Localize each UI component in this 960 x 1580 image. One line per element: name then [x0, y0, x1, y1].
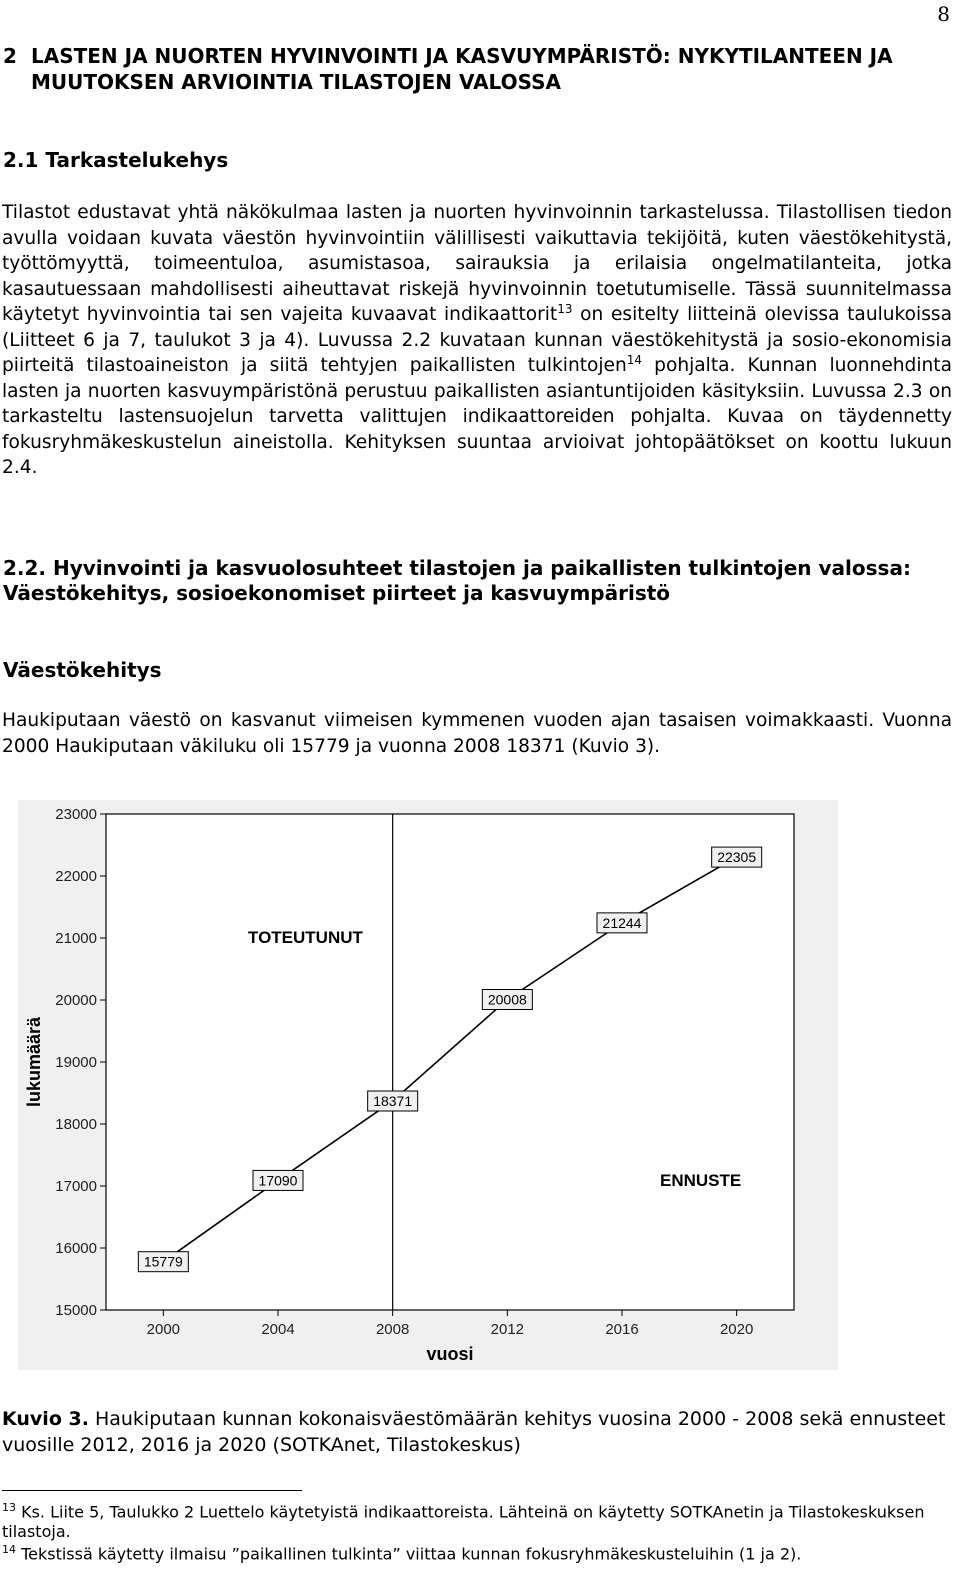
- population-chart-svg: [18, 800, 838, 1370]
- footnote-13: [2, 1498, 952, 1542]
- footnote-ref-13[interactable]: 13: [557, 301, 573, 316]
- data-label: 22305: [717, 849, 757, 866]
- footnote-text-13: Ks. Liite 5, Taulukko 2 Luettelo käytetyistä indikaattoreista. Lähteinä on käytetty SOTKAnetin ja Tilastokeskuksen tilastoja.: [2, 1502, 925, 1542]
- chapter-number: 2: [3, 44, 17, 68]
- population-chart: [18, 800, 838, 1374]
- y-axis-label: lukumäärä: [24, 1016, 44, 1108]
- x-axis-label: vuosi: [426, 1344, 474, 1364]
- x-tick-label: 2008: [375, 1321, 410, 1338]
- data-label: 18371: [373, 1092, 413, 1109]
- caption-text: Haukiputaan kunnan kokonaisväestömäärän kehitys vuosina 2000 - 2008 sekä ennusteet vuosille 2012, 2016 ja 2020 (SOTKAnet, Tilastokeskus): [2, 1408, 946, 1456]
- data-label: 20008: [487, 991, 527, 1008]
- y-tick-label: 19000: [55, 1054, 97, 1071]
- intro-text-1: Tilastot edustavat yhtä näkökulmaa lasten ja nuorten hyvinvoinnin tarkastelussa. Tilastollisen tiedon avulla voidaan kuvata väestön hyvinvointiin välillisesti vaikuttavia tekijöitä, kuten väestökehitystä, työttömyyttä, toimeentuloa, asumistasoa, sairauksia ja erilaisia ongelmatilanteita, jotka kasautuessaan mahdollisesti aiheuttavat riskejä hyvinvoinnin toetutumiselle. Tässä suunnitelmassa käytetyt hyvinvointia tai sen vajeita kuvaavat indikaattorit: [2, 202, 952, 325]
- page-number: 8: [937, 2, 950, 26]
- footnote-14: [2, 1540, 952, 1564]
- figure-caption: [2, 1406, 952, 1458]
- y-tick-label: 23000: [55, 806, 97, 823]
- subsection-heading: Väestökehitys: [3, 658, 162, 682]
- y-tick-label: 15000: [55, 1302, 97, 1319]
- footnote-text-14: Tekstissä käytetty ilmaisu ”paikallinen tulkinta” viittaa kunnan fokusryhmäkeskusteluihin (1 ja 2).: [16, 1544, 802, 1564]
- chapter-heading: [3, 43, 943, 95]
- annotation-ennuste: ENNUSTE: [660, 1171, 742, 1190]
- plot-area: [106, 814, 794, 1310]
- footnote-mark-14: 14: [2, 1543, 16, 1556]
- section-heading-2-1: 2.1 Tarkastelukehys: [3, 148, 229, 172]
- y-tick-label: 18000: [55, 1116, 97, 1133]
- footnote-ref-14[interactable]: 14: [626, 352, 643, 367]
- data-label: 15779: [143, 1253, 183, 1270]
- x-tick-label: 2012: [490, 1321, 525, 1338]
- y-tick-label: 16000: [55, 1240, 97, 1257]
- x-tick-label: 2016: [605, 1321, 639, 1338]
- data-label: 17090: [258, 1172, 298, 1189]
- section-heading-2-2: 2.2. Hyvinvointi ja kasvuolosuhteet tilastojen ja paikallisten tulkintojen valossa: Väestökehitys, sosioekonomiset piirteet ja kasvuympäristö: [3, 556, 911, 605]
- data-label: 21244: [602, 914, 642, 931]
- y-tick-label: 20000: [55, 992, 97, 1009]
- footnote-mark-13: 13: [2, 1501, 16, 1514]
- population-paragraph: Haukiputaan väestö on kasvanut viimeisen kymmenen vuoden ajan tasaisen voimakkaasti. Vuonna 2000 Haukiputaan väkiluku oli 15779 ja vuonna 2008 18371 (Kuvio 3).: [2, 710, 952, 757]
- intro-paragraph: [2, 200, 952, 481]
- intro-text-2: on esitelty liitteinä olevissa taulukoissa (Liitteet 6 ja 7, taulukot 3 ja 4). Luvussa 2.2 kuvataan kunnan väestökehitystä ja sosio-ekonomisia piirteitä tilastoaineiston ja siitä tehtyjen paikallisten tulkintojen: [2, 304, 952, 376]
- footnote-divider: [2, 1490, 302, 1491]
- caption-label: Kuvio 3.: [2, 1408, 89, 1430]
- x-tick-label: 2020: [719, 1321, 754, 1338]
- intro-text-3: pohjalta. Kunnan luonnehdinta lasten ja nuorten kasvuympäristönä perustuu paikallisten asiantuntijoiden käsityksiin. Luvussa 2.3 on tarkasteltu lastensuojelun tarvetta valittujen indikaattoreiden pohjalta. Kuvaa on täydennetty fokusryhmäkeskustelun aineistolla. Kehityksen suuntaa arvioivat johtopäätökset on koottu lukuun 2.4.: [2, 355, 952, 478]
- annotation-toteutunut: TOTEUTUNUT: [248, 928, 363, 947]
- y-tick-label: 21000: [55, 930, 97, 947]
- y-tick-label: 17000: [55, 1178, 97, 1195]
- chapter-title: LASTEN JA NUORTEN HYVINVOINTI JA KASVUYMPÄRISTÖ: NYKYTILANTEEN JA MUUTOKSEN ARVIOINTIA TILASTOJEN VALOSSA: [31, 44, 893, 94]
- x-tick-label: 2004: [261, 1321, 295, 1338]
- y-tick-label: 22000: [55, 868, 97, 885]
- x-tick-label: 2000: [146, 1321, 181, 1338]
